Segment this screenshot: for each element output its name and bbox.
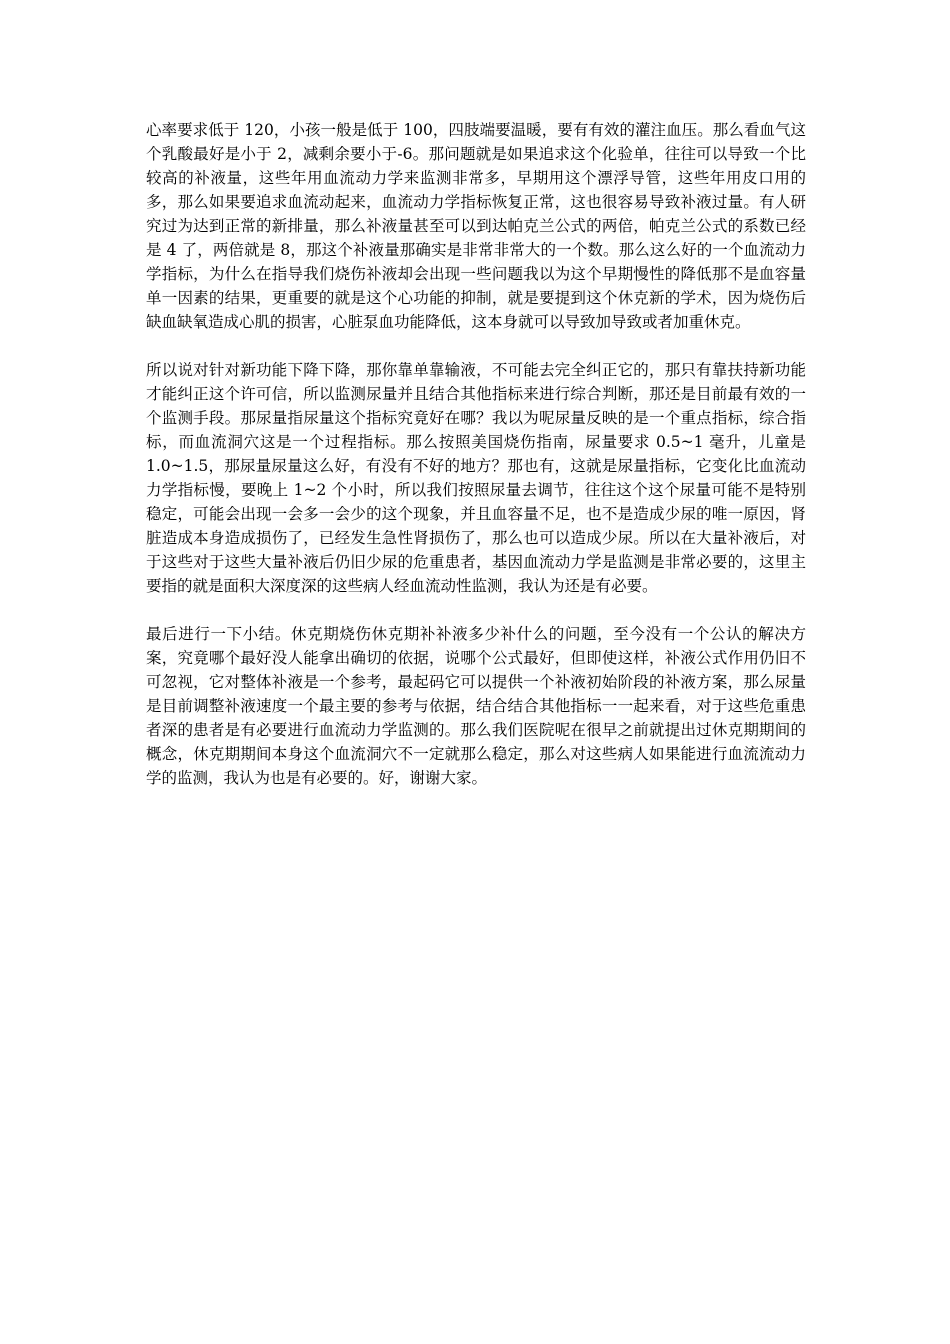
paragraph-2: 所以说对针对新功能下降下降，那你靠单靠输液，不可能去完全纠正它的，那只有靠扶持新功能才能纠正这个许可信，所以监测尿量并且结合其他指标来进行综合判断，那还是目前最有效的一个监测手段。那尿量指尿量这个指标究竟好在哪？我以为呢尿量反映的是一个重点指标，综合指标，而血流洞穴这是一个过程指标。那么按照美国烧伤指南，尿量要求 0.5~1 毫升，儿童是 1.0~1.5，那尿量尿量这么好，有没有不好的地方？那也有，这就是尿量指标，它变化比血流动力学指标慢，要晚上 1~2 个小时，所以我们按照尿量去调节，往往这个这个尿量可能不是特别稳定，可能会出现一会多一会少的这个现象，并且血容量不足，也不是造成少尿的唯一原因，肾脏造成本身造成损伤了，已经发生急性肾损伤了，那么也可以造成少尿。所以在大量补液后，对于这些对于这些大量补液后仍旧少尿的危重患者，基因血流动力学是监测是非常必要的，这里主要指的就是面积大深度深的这些病人经血流动性监测，我认为还是有必要。 bbox=[146, 361, 806, 595]
paragraph-1: 心率要求低于 120，小孩一般是低于 100，四肢端要温暖，要有有效的灌注血压。那么看血气这个乳酸最好是小于 2，减剩余要小于-6。那问题就是如果追求这个化验单，往往可以导致一个比较高的补液量，这些年用血流动力学来监测非常多，早期用这个漂浮导管，这些年用皮口用的多，那么如果要追求血流动起来，血流动力学指标恢复正常，这也很容易导致补液过量。有人研究过为达到正常的新排量，那么补液量甚至可以到达帕克兰公式的两倍，帕克兰公式的系数已经是 4 了，两倍就是 8，那这个补液量那确实是非常非常大的一个数。那么这么好的一个血流动力学指标，为什么在指导我们烧伤补液却会出现一些问题我以为这个早期慢性的降低那不是血容量单一因素的结果，更重要的就是这个心功能的抑制，就是要提到这个休克新的学术，因为烧伤后缺血缺氧造成心肌的损害，心脏泵血功能降低，这本身就可以导致加导致或者加重休克。 bbox=[146, 121, 806, 331]
document-body bbox=[146, 118, 806, 814]
paragraph-3: 最后进行一下小结。休克期烧伤休克期补补液多少补什么的问题，至今没有一个公认的解决方案，究竟哪个最好没人能拿出确切的依据，说哪个公式最好，但即使这样，补液公式作用仍旧不可忽视，它对整体补液是一个参考，最起码它可以提供一个补液初始阶段的补液方案，那么尿量是目前调整补液速度一个最主要的参考与依据，结合结合其他指标一一起来看，对于这些危重患者深的患者是有必要进行血流动力学监测的。那么我们医院呢在很早之前就提出过休克期期间的概念，休克期期间本身这个血流洞穴不一定就那么稳定，那么对这些病人如果能进行血流流动力学的监测，我认为也是有必要的。好，谢谢大家。 bbox=[146, 625, 806, 787]
